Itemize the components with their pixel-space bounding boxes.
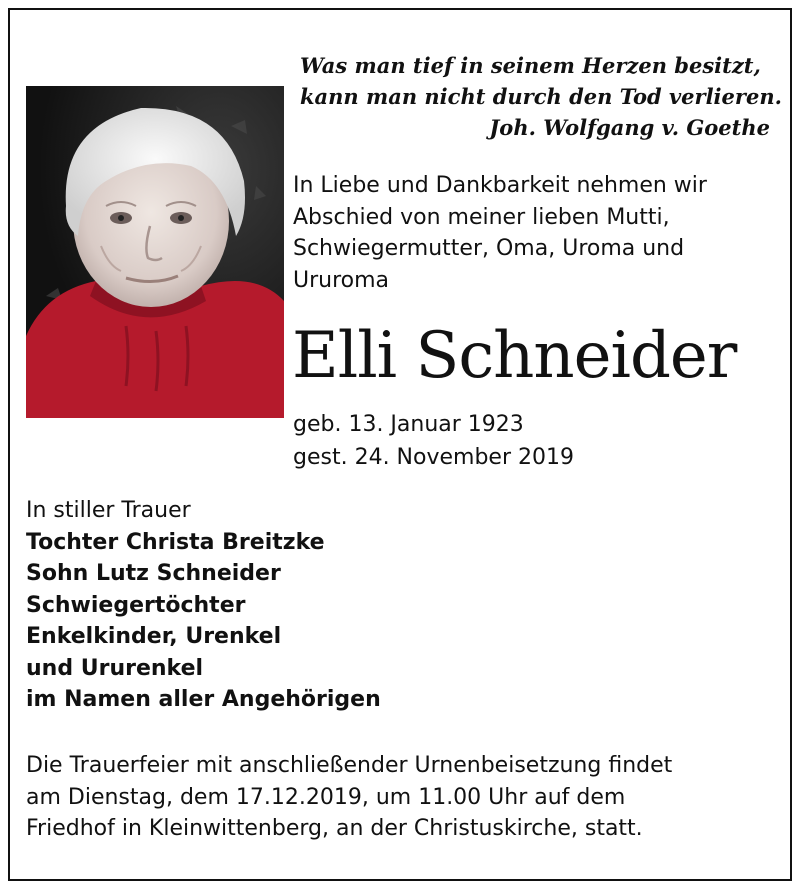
farewell-line: Ururoma: [293, 267, 390, 293]
deceased-name: Elli Schneider: [292, 319, 737, 393]
mourner-line: Schwiegertöchter: [26, 592, 246, 618]
mourners-heading: In stiller Trauer: [26, 498, 191, 523]
ceremony-line: am Dienstag, dem 17.12.2019, um 11.00 Uhr auf dem: [26, 784, 626, 810]
quote-line-2: kann man nicht durch den Tod verlieren.: [300, 84, 782, 109]
ceremony-line: Friedhof in Kleinwittenberg, an der Christuskirche, statt.: [26, 816, 643, 841]
birth-date: geb. 13. Januar 1923: [293, 412, 524, 437]
quote-author: Joh. Wolfgang v. Goethe: [489, 115, 770, 140]
ceremony-info: [26, 750, 776, 845]
mourners-list: [26, 495, 381, 716]
quote-line-1: Was man tief in seinem Herzen besitzt,: [300, 53, 761, 78]
goethe-quote: [300, 50, 782, 143]
portrait-photo: [26, 86, 284, 418]
farewell-line: Schwiegermutter, Oma, Uroma und: [293, 236, 685, 261]
life-dates: [293, 408, 574, 474]
mourner-line: im Namen aller Angehörigen: [26, 687, 381, 712]
mourner-line: und Ururenkel: [26, 655, 204, 681]
mourner-line: Enkelkinder, Urenkel: [26, 624, 282, 649]
mourner-line: Sohn Lutz Schneider: [26, 561, 281, 586]
mourner-line: Tochter Christa Breitzke: [26, 529, 325, 555]
ceremony-line: Die Trauerfeier mit anschließender Urnenbeisetzung findet: [26, 753, 673, 778]
farewell-line: Abschied von meiner lieben Mutti,: [293, 204, 670, 230]
death-date: gest. 24. November 2019: [293, 445, 574, 470]
farewell-line: In Liebe und Dankbarkeit nehmen wir: [293, 173, 707, 198]
farewell-text: [293, 170, 773, 296]
